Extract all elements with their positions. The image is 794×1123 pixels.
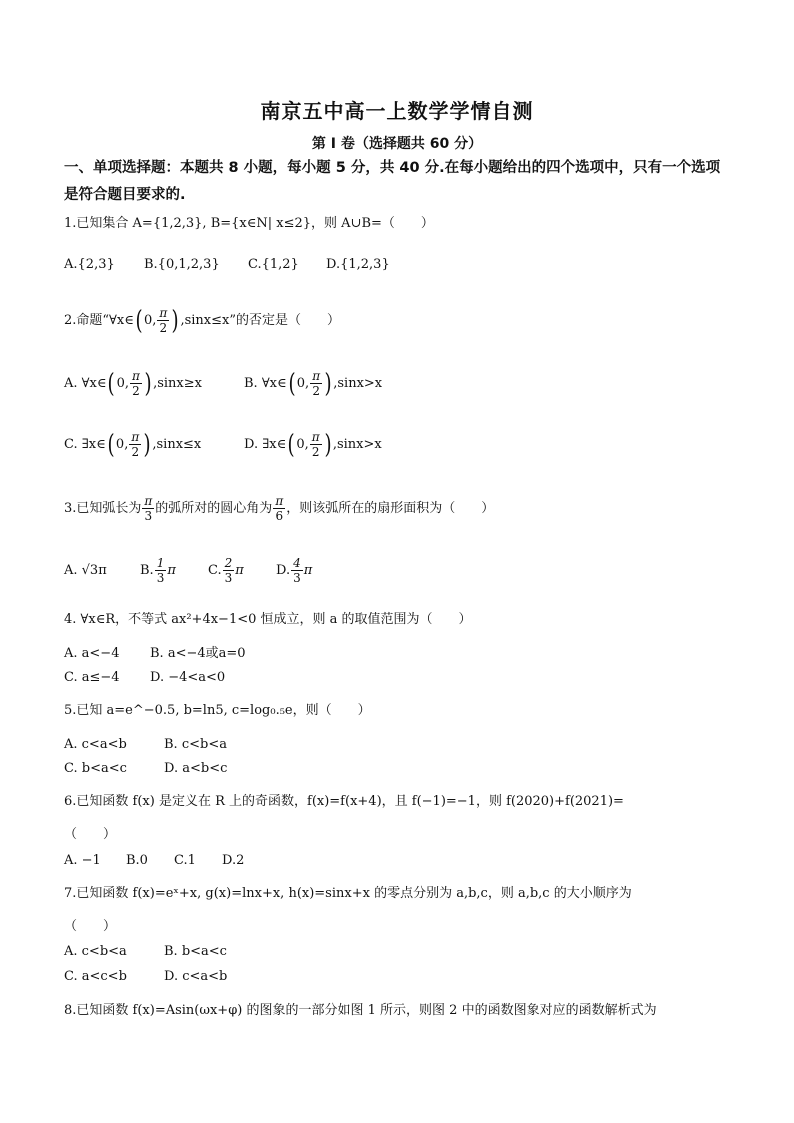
q4-option-a: A. a<−4	[64, 646, 120, 661]
q2-option-d: D. ∃x∈( 0, $\frac{\pi}{2}$ ) ,sinx>x	[244, 429, 382, 460]
q4-option-d: D. −4<a<0	[150, 670, 226, 685]
section-instructions: 一、单项选择题：本题共 8 小题，每小题 5 分，共 40 分.在每小题给出的四个选项中，只有一个选项是符合题目要求的.	[64, 160, 721, 203]
question-2-options-cd	[64, 430, 382, 459]
q3-option-d: D. $\frac{4}{3}$ π	[276, 556, 313, 585]
question-4-options-cd	[64, 668, 225, 688]
q4-option-c: C. a≤−4	[64, 670, 120, 685]
question-6-stem: 6.已知函数 f(x) 是定义在 R 上的奇函数，f(x)=f(x+4)，且 f(−1)=−1，则 f(2020)+f(2021)=	[64, 794, 624, 809]
question-5-stem: 5.已知 a=e^−0.5, b=ln5, c=log₀.₅e，则（ ）	[64, 703, 371, 718]
q1-option-a: A.{2,3}	[64, 257, 115, 272]
question-7-stem: 7.已知函数 f(x)=eˣ+x, g(x)=lnx+x, h(x)=sinx+x 的零点分别为 a,b,c，则 a,b,c 的大小顺序为	[64, 886, 632, 901]
question-5-options-ab	[64, 735, 227, 755]
q1-option-d: D.{1,2,3}	[326, 257, 390, 272]
q6-option-c: C.1	[174, 853, 196, 868]
question-6-options	[64, 851, 244, 871]
q2-option-a: A. ∀x∈( 0, $\frac{\pi}{2}$ ) ,sinx≥x	[64, 368, 202, 399]
question-3-stem: 3.已知弧长为 $\frac{\pi}{3}$ 的弧所对的圆心角为 $\frac{\pi}{6}$ ，则该弧所在的扇形面积为（ ）	[64, 494, 495, 523]
page-title: 南京五中高一上数学学情自测	[260, 99, 534, 123]
question-7-options-cd	[64, 967, 227, 987]
q7-option-c: C. a<c<b	[64, 969, 127, 984]
question-5-options-cd	[64, 759, 227, 779]
question-7-blank: （ ）	[64, 919, 117, 934]
q7-option-d: D. c<a<b	[164, 969, 228, 984]
question-8-stem: 8.已知函数 f(x)=Asin(ωx+φ) 的图象的一部分如图 1 所示，则图 2 中的函数图象对应的函数解析式为	[64, 1003, 657, 1018]
question-3-options	[64, 556, 312, 585]
q7-option-a: A. c<b<a	[64, 944, 127, 959]
q6-option-a: A. −1	[64, 853, 101, 868]
question-4-options-ab	[64, 644, 246, 664]
q1-option-b: B.{0,1,2,3}	[144, 257, 220, 272]
question-1-stem: 1.已知集合 A={1,2,3}, B={x∈N| x≤2}，则 A∪B=（ ）	[64, 216, 434, 231]
q5-option-d: D. a<b<c	[164, 761, 228, 776]
section-subtitle: 第 I 卷（选择题共 60 分）	[311, 136, 483, 152]
q5-option-a: A. c<a<b	[64, 737, 127, 752]
q5-option-c: C. b<a<c	[64, 761, 127, 776]
question-2-stem: 2.命题“∀x∈( 0, $\frac{\pi}{2}$ ) ,sinx≤x”的否定是（ ）	[64, 305, 341, 336]
q3-option-b: B. $\frac{1}{3}$ π	[140, 556, 176, 585]
q3-option-c: C. $\frac{2}{3}$ π	[208, 556, 244, 585]
q1-option-c: C.{1,2}	[248, 257, 299, 272]
q4-option-b: B. a<−4或a=0	[150, 646, 246, 661]
question-6-blank: （ ）	[64, 827, 117, 842]
q2-option-b: B. ∀x∈( 0, $\frac{\pi}{2}$ ) ,sinx>x	[244, 368, 383, 399]
q3-option-a: A. √3π	[64, 563, 107, 578]
q6-option-d: D.2	[222, 853, 245, 868]
q6-option-b: B.0	[126, 853, 148, 868]
question-2-options-ab	[64, 369, 382, 398]
q7-option-b: B. b<a<c	[164, 944, 227, 959]
question-7-options-ab	[64, 942, 227, 962]
q2-option-c: C. ∃x∈( 0, $\frac{\pi}{2}$ ) ,sinx≤x	[64, 429, 202, 460]
question-1-options	[64, 255, 390, 275]
question-4-stem: 4. ∀x∈R，不等式 ax²+4x−1<0 恒成立，则 a 的取值范围为（ ）	[64, 612, 472, 627]
q5-option-b: B. c<b<a	[164, 737, 227, 752]
